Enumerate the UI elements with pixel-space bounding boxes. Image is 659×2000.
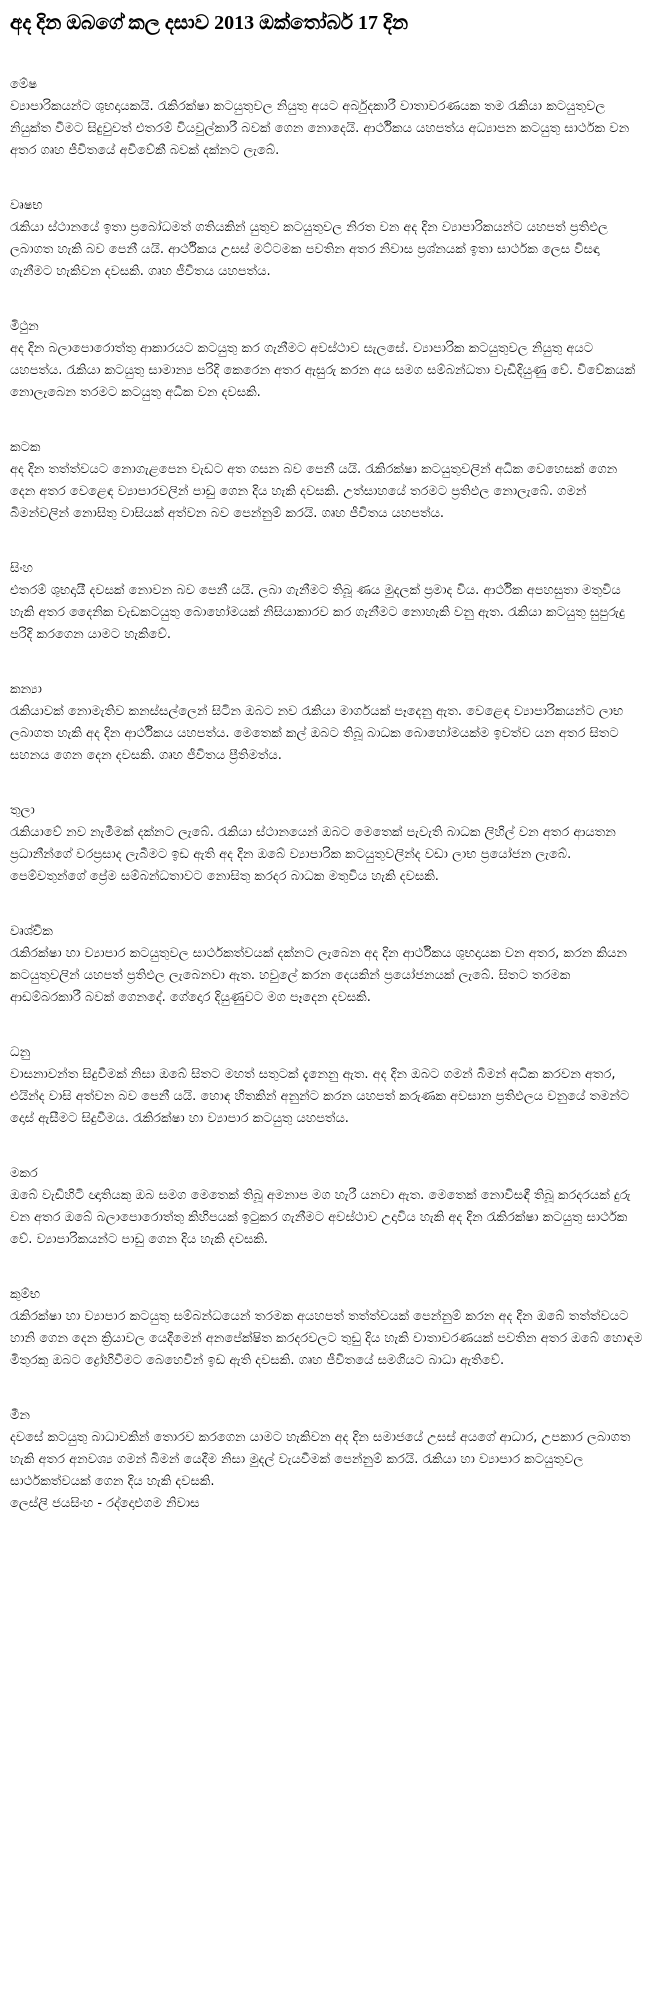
sign-section-simha bbox=[10, 558, 645, 646]
sign-name: කටක bbox=[10, 440, 41, 455]
sign-section-mesha bbox=[10, 74, 645, 162]
sign-name: මිථුන bbox=[10, 319, 39, 334]
sign-name: මේෂ bbox=[10, 77, 38, 92]
sign-name: ධනු bbox=[10, 1045, 31, 1060]
sign-prediction: ඔබේ වැඩිහිටි ඥාතියකු ඔබ සමග මෙතෙක් තිබූ අමනාප මග හැරී යනවා ඇත. මෙතෙක් නොවිසඳී තිබූ කරදරයක් දුරු වන අතර ඔබේ බලාපොරොත්තු කිහිපයක් ඉටුකර ගැනීමට අවස්ථාව උදාවිය හැකි අද දින රැකිරක්ෂා කටයුතු සාර්ථක වේ. ව්‍යාපාරිකයන්ට පාඩු ගෙන දිය හැකි දවසකි. bbox=[10, 1188, 631, 1247]
sign-prediction: වාසනාවන්ත සිදුවීමක් නිසා ඔබේ සිතට මහත් සතුටක් දැනෙනු ඇත. අද දින ඔබට ගමන් බිමන් අධික කරවන අතර, එයින්ද වාසි අත්වන බව පෙනී යයි. හොඳ හිතකින් අනුන්ට කරන යහපත් කරුණක අවසාන ප්‍රතිඵලය වනුයේ තමන්ට දොස් ඇසීමට සිදුවීමය. රැකිරක්ෂා හා ව්‍යාපාර කටයුතු යහපත්ය. bbox=[10, 1067, 630, 1126]
sign-section-mithuna bbox=[10, 316, 645, 404]
sign-section-dhanu bbox=[10, 1042, 645, 1130]
sign-prediction: රැකිරක්ෂා හා ව්‍යාපාර කටයුතු සම්බන්ධයෙන් තරමක අයහපත් තත්ත්වයක් පෙන්නුම් කරන අද දින ඔබේ තත්ත්වයට හානි ගෙන දෙන ක්‍රියාවල යෙදීමෙන් අනපේක්ෂිත කරදරවලට තුඩු දිය හැකි වාතාවරණයක් පවතින අතර ඔබේ හොඳම මිතුරකු ඔබට ද්‍රෝහිවීමට බෙහෙවින් ඉඩ ඇති දවසකි. ගෘහ ජීවිතයේ සමගියට බාධා ඇතිවේ. bbox=[10, 1309, 643, 1368]
sign-name: සිංහ bbox=[10, 561, 33, 576]
page-title: අද දින ඔබගේ කල දසාව 2013 ඔක්තෝබර් 17 දින bbox=[10, 12, 409, 34]
sign-prediction: ව්‍යාපාරිකයන්ට ශුභදායකයි. රැකිරක්ෂා කටයුතුවල නියුතු අයට අර්බුදකාරී වාතාවරණයක තම රැකියා කටයුතුවල නියුක්ත වීමට සිදුවුවත් එතරම් වියවුල්කාරී බවක් ගෙන නොදෙයි. ආර්ථිකය යහපත්ය අධ්‍යාපන කටයුතු සාර්ථක වන අතර ගෘහ ජීවිතයේ අවිවේකී බවක් දක්නට ලැබේ. bbox=[10, 99, 630, 158]
sign-prediction: දවසේ කටයුතු බාධාවකින් තොරව කරගෙන යාමට හැකිවන අද දින සමාජයේ උසස් අයගේ ආධාර, උපකාර ලබාගත හැකි අතර අනවශ්‍ය ගමන් බිමන් යෙදීම නිසා මුදල් වැයවීමක් පෙන්නුම් කරයි. රැකියා හා ව්‍යාපාර කටයුතුවල සාර්ථකත්වයක් ගෙන දිය හැකි දවසකි. bbox=[10, 1430, 631, 1489]
author-credit: ලෙස්ලි ජයසිංහ - රද්දොළුගම නිවාස bbox=[10, 1496, 200, 1511]
sign-prediction: රැකියාවක් නොමැතිව කනස්සල්ලෙන් සිටින ඔබට නව රැකියා මාර්ගයක් පෑදෙනු ඇත. වෙළෙඳ ව්‍යාපාරිකයන්ට ලාභ ලබාගත හැකි අද දින ආර්ථිකය යහපත්ය. මෙතෙක් කල් ඔබට තිබූ බාධක බොහෝමයක්ම ඉවත්ව යන අතර සිතට සහනය ගෙන දෙන දවසකි. ගෘහ ජීවිතය ප්‍රීතිමත්ය. bbox=[10, 704, 624, 763]
sign-name: කන්‍යා bbox=[10, 682, 42, 697]
sign-section-vrishabha bbox=[10, 195, 645, 283]
sign-name: මකර bbox=[10, 1166, 38, 1181]
sign-section-kanya bbox=[10, 679, 645, 767]
sign-section-meena bbox=[10, 1405, 645, 1493]
sign-section-tula bbox=[10, 800, 645, 888]
sign-section-kumbha bbox=[10, 1284, 645, 1372]
sign-prediction: රැකියාවේ නව නැමීමක් දක්නට ලැබේ. රැකියා ස්ථානයෙන් ඔබට මෙතෙක් පැවැති බාධක ලිහිල් වන අතර ආයතන ප්‍රධානීන්ගේ වරප්‍රසාද ලැබීමට ඉඩ ඇති අද දින ඔබේ ව්‍යාපාරික කටයුතුවලින්ද වඩා ලාභ ප්‍රයෝජන ලැබේ. පෙම්වතුන්ගේ ප්‍රේම සම්බන්ධතාවට නොසිතු කරදර බාධක මතුවිය හැකි දවසකි. bbox=[10, 825, 616, 884]
sign-section-kataka bbox=[10, 437, 645, 525]
sign-name: වෘෂභ bbox=[10, 198, 43, 213]
sign-name: මීන bbox=[10, 1408, 30, 1423]
sign-section-makara bbox=[10, 1163, 645, 1251]
sign-name: වෘශ්චික bbox=[10, 924, 53, 939]
sign-name: තුලා bbox=[10, 803, 35, 818]
sign-prediction: අද දින තත්ත්වයට නොගැළපෙන වැඩට අත ගසන බව පෙනී යයි. රැකිරක්ෂා කටයුතුවලින් අධික වෙහෙසක් ගෙන දෙන අතර වෙළෙඳ ව්‍යාපාරවලින් පාඩු ගෙන දිය හැකි දවසකි. උත්සාහයේ තරමට ප්‍රතිඵල නොලැබේ. ගමන් බිමන්වලින් නොසිතු වාසියක් අත්වන බව පෙන්නුම් කරයි. ගෘහ ජීවිතය යහපත්ය. bbox=[10, 462, 618, 521]
sign-prediction: එතරම් ශුභදායී දවසක් නොවන බව පෙනී යයි. ලබා ගැනීමට තිබූ ණය මුදලක් ප්‍රමාද විය. ආර්ථික අපහසුතා මතුවිය හැකි අතර දෛනික වැඩකටයුතු බොහෝමයක් නිසියාකාරව කර ගැනීමට නොහැකි වනු ඇත. රැකියා කටයුතු සුපුරුදු පරිදි කරගෙන යාමට හැකිවේ. bbox=[10, 583, 625, 642]
sign-prediction: රැකියා ස්ථානයේ ඉතා ප්‍රබෝධමත් ගතියකින් යුතුව කටයුතුවල නිරත වන අද දින ව්‍යාපාරිකයන්ට යහපත් ප්‍රතිඵල ලබාගත හැකි බව පෙනී යයි. ආර්ථිකය උසස් මට්ටමක පවතින අතර නිවාස ප්‍රශ්නයක් ඉතා සාර්ථක ලෙස විසඳා ගැනීමට හැකිවන දවසකි. ගෘහ ජීවිතය යහපත්ය. bbox=[10, 220, 608, 279]
sign-prediction: අද දින බලාපොරොත්තු ආකාරයට කටයුතු කර ගැනීමට අවස්ථාව සැලසේ. ව්‍යාපාරික කටයුතුවල නියුතු අයට යහපත්ය. රැකියා කටයුතු සාමාන්‍ය පරිදි කෙරෙන අතර ඇසුරු කරන අය සමග සම්බන්ධතා වැඩිදියුණු වේ. විවේකයක් නොලැබෙන තරමට කටයුතු අධික වන දවසකි. bbox=[10, 341, 636, 400]
sign-prediction: රැකිරක්ෂා හා ව්‍යාපාර කටයුතුවල සාර්ථකත්වයක් දක්නට ලැබෙන අද දින ආර්ථිකය ශුභදායක වන අතර, කරන කියන කටයුතුවලින් යහපත් ප්‍රතිඵල ලැබෙනවා ඇත. හවුලේ කරන දෙයකින් ප්‍රයෝජනයක් ලැබේ. සිතට තරමක ආඩම්බරකාරී බවක් ගෙනදේ. ගේදොර දියුණුවට මග පෑදෙන දවසකි. bbox=[10, 946, 627, 1005]
sign-section-vrischika bbox=[10, 921, 645, 1009]
sign-name: කුම්භ bbox=[10, 1287, 41, 1302]
